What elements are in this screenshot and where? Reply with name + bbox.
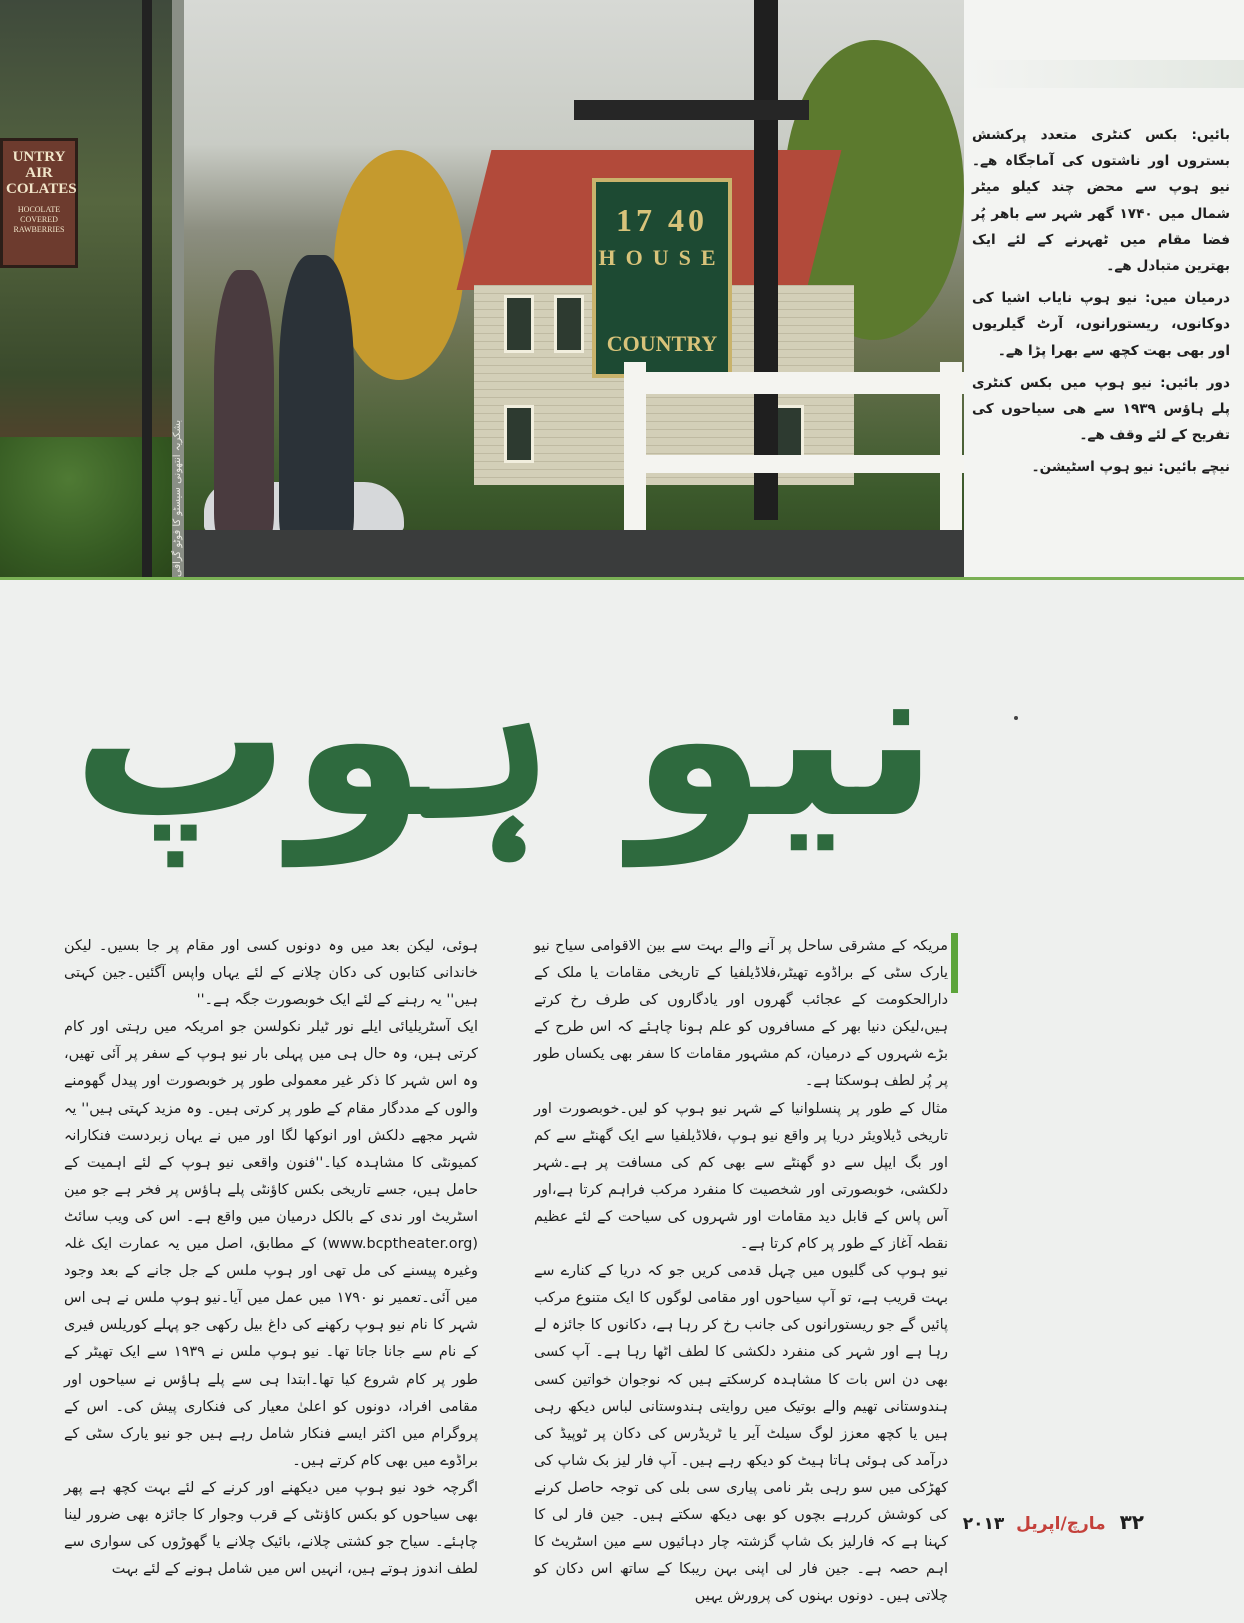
- window: [504, 295, 534, 353]
- yellow-tree: [334, 150, 464, 380]
- paragraph: مثال کے طور پر پنسلوانیا کے شہر نیو ہوپ کو لیں۔خوبصورت اور تاریخی ڈیلاویئر دریا پر واقع نیو ہوپ ،فلاڈیلفیا سے ایک گھنٹے سے کم اور بگ ایپل سے دو گھنٹے سے بھی کم کی مسافت پر ہے۔شہر دلکشی، خوبصورتی اور شخصیت کا منفرد مرکب فراہم کرتا ہے،اور آس پاس کے قابل دید مقامات اور شہروں کی سیاحت کے لئے عظیم نقطہ آغاز کے طور پر کام کرتا ہے۔: [534, 1100, 948, 1253]
- paragraph-accent-bar: [951, 933, 958, 993]
- house-sign-line3: COUNTRY: [606, 331, 718, 356]
- fence-post: [624, 362, 646, 532]
- paragraph: اگرچہ خود نیو ہوپ میں دیکھنے اور کرنے کے لئے بہت کچھ ہے پھر بھی سیاحوں کو بکس کاؤنٹی کے قرب وجوار کا جائزہ بھی ضرور لینا چاہئے۔ سیاح جو کشتی چلانے، بائیک چلانے یا گھوڑوں کی سواری سے لطف اندوز ہوتے ہیں، انہیں اس میں شامل ہونے کے لئے بہت: [64, 1479, 478, 1578]
- paragraph: ایک آسٹریلیائی ایلے نور ٹیلر نکولسن جو امریکہ میں رہتی اور کام کرتی ہیں، وہ حال ہی میں پہلی بار نیو ہوپ کے سفر پر آئی تھیں، وہ اس شہر کا ذکر غیر معمولی طور پر خوبصورت اور پیدل گھومنے والوں کے مددگار مقام کے طور پر کرتی ہیں۔ وہ مزید کہتی ہیں'' یہ شہر مجھے دلکش اور انوکھا لگا اور میں نے یہاں زبردست فنکارانہ کمیونٹی کا مشاہدہ کیا۔''فنون واقعی نیو ہوپ کے لئے اہمیت کے حامل ہیں، جسے تاریخی بکس کاؤنٹی پلے ہاؤس پر فخر ہے جو مین اسٹریٹ اور ندی کے بالکل درمیان میں واقع ہے۔ اس کی ویب سائٹ (www.bcptheater.org) کے مطابق، اصل میں یہ عمارت ایک غلہ وغیرہ پیسنے کی مل تھی اور ہوپ ملس کے جل جانے کے بعد وجود میں آئی۔تعمیر نو ۱۷۹۰ میں عمل میں آیا۔نیو ہوپ ملس نے ہی اس شہر کا نام نیو ہوپ رکھنے کی داغ بیل رکھی جو پہلے کوریلس فیری کے نام سے جانا جاتا تھا۔ نیو ہوپ ملس نے ۱۹۳۹ سے ایک تھیٹر کے طور پر کام شروع کیا تھا۔ابتدا ہی سے پلے ہاؤس نے سیاحوں اور مقامی افراد، دونوں کو اعلیٰ معیار کی فنکاری پیش کی۔ اس کے پروگرام میں اکثر ایسے فنکار شامل رہے ہیں جو نیو یارک سٹی کے براڈوے میں بھی کام کرتے ہیں۔: [64, 1019, 479, 1469]
- caption-far-left: دور بائیں: نیو ہوپ میں بکس کنٹری پلے ہاؤس ۱۹۳۹ سے ھی سیاحوں کی تفریح کے لئے وقف ھے۔: [972, 374, 1230, 444]
- caption-left: بائیں: بکس کنٹری متعدد پرکشش بستروں اور ناشتوں کی آماجگاہ ھے۔نیو ہوپ سے محض چند کیلو میٹر شمال میں ۱۷۴۰ گھر شہر سے باھر پُر فضا مقام میں ٹھہرنے کے لئے ایک بھترین متبادل ھے۔: [972, 127, 1230, 275]
- page-number: ۳۲: [1119, 1510, 1144, 1534]
- caption-strip: [964, 60, 1244, 88]
- issue-year: ۲۰۱۳: [962, 1514, 1005, 1534]
- header-photo: [0, 0, 964, 577]
- dot-mark: [1014, 716, 1018, 720]
- paragraph: نیو ہوپ کی گلیوں میں چہل قدمی کریں جو کہ دریا کے کنارے سے بہت قریب ہے، تو آپ سیاحوں اور مقامی لوگوں کا ایک متنوع مرکب پائیں گے جو ریستورانوں کی جانب رخ کر رہا ہے، دکانوں کا جائزہ لے رہا ہے اور شہر کی منفرد دلکشی کا لطف اٹھا رہا ہے۔ آپ کسی بھی دن اس بات کا مشاہدہ کرسکتے ہیں کہ نوجوان خواتین کسی ہندوستانی تھیم والے بوتیک میں روایتی ہندوستانی لباس دیکھ رہی ہیں یا کچھ معزز لوگ سیلٹ آیر یا ٹریڈرس کی دکان پر ٹوپیڈ کی درآمد کی ہوئی ہاتا ہیٹ کو دیکھ رہے ہیں۔ آپ فار لیز بک شاپ کی کھڑکی میں سو رہی بٹر نامی پیاری سی بلی کی توجہ حاصل کرنے کی کوشش کررہے بچوں کو بھی دیکھ سکتے ہیں۔ جین فار لی کا کہنا ہے کہ فارلیز بک شاپ گزشتہ چار دہائیوں سے مین اسٹریٹ کا اہم حصہ ہے۔ جین فار لی اپنی بہن ریبکا کے ساتھ اس دکان کو چلاتی ہیں۔ دونوں بہنوں کی پرورش یہیں: [534, 1263, 948, 1605]
- photo-credit: بشکریہ انتھونی سیسٹو کا فوٹو گرافی: [172, 420, 183, 577]
- article-title: نیو ہوپ: [71, 613, 939, 866]
- divider-rule: [0, 577, 1244, 580]
- page-footer: [963, 1510, 1144, 1534]
- chocolate-shop-sign: [0, 138, 78, 268]
- fence-post: [940, 362, 962, 532]
- body-column-right: [534, 933, 948, 1610]
- man: [279, 255, 354, 545]
- sign-post: [754, 0, 778, 520]
- road: [184, 530, 964, 577]
- shop-sign-line3: COLATES: [6, 181, 77, 197]
- house-sign: [592, 178, 732, 378]
- woman: [214, 270, 274, 540]
- caption-center: درمیان میں: نیو ہوپ نایاب اشیا کی دوکانوں، ریستورانوں، آرٹ گیلریوں اور بھی بھت کچھ سے بھرا پڑا ھے۔: [972, 290, 1230, 359]
- shop-sign-small: HOCOLATE COVERED RAWBERRIES: [13, 205, 65, 234]
- issue-label: مارچ/اپریل: [1016, 1514, 1106, 1534]
- house-sign-line2: HOUSE: [598, 245, 726, 270]
- window: [504, 405, 534, 463]
- street-photo: [184, 0, 964, 577]
- house-sign-line1: 17 40: [616, 202, 708, 238]
- fence-rail-bottom: [624, 455, 964, 473]
- paragraph: ہوئی، لیکن بعد میں وہ دونوں کسی اور مقام پر جا بسیں۔ لیکن خاندانی کتابوں کی دکان چلانے کے لئے یہاں واپس آگئیں۔جین کہتی ہیں'' یہ رہنے کے لئے ایک خوبصورت جگہ ہے۔'': [64, 938, 478, 1009]
- body-column-left: [64, 933, 478, 1583]
- lamp-post: [142, 0, 152, 577]
- sign-arm: [574, 100, 809, 120]
- fence-rail-top: [624, 372, 964, 394]
- shop-photo: [0, 0, 172, 577]
- shop-sign-line1: UNTRY: [12, 149, 66, 165]
- window: [554, 295, 584, 353]
- paragraph: مریکہ کے مشرقی ساحل پر آنے والے بہت سے بین الاقوامی سیاح نیو یارک سٹی کے براڈوے تھیٹر،فلاڈیلفیا کے تاریخی مقامات یا ملک کے دارالحکومت کے عجائب گھروں اور یادگاروں کی طرف رخ کرتے ہیں،لیکن دنیا بھر کے مسافروں کو علم ہونا چاہئے کہ اس طرح کے بڑے شہروں کے درمیان، کم مشہور مقامات کا سفر بھی یکساں طور پر پُر لطف ہوسکتا ہے۔: [534, 938, 948, 1090]
- caption-bottom-left: نیچے بائیں: نیو ہوپ اسٹیشن۔: [1031, 459, 1230, 476]
- photo-captions: [972, 122, 1230, 487]
- shop-sign-line2: AIR: [25, 165, 53, 181]
